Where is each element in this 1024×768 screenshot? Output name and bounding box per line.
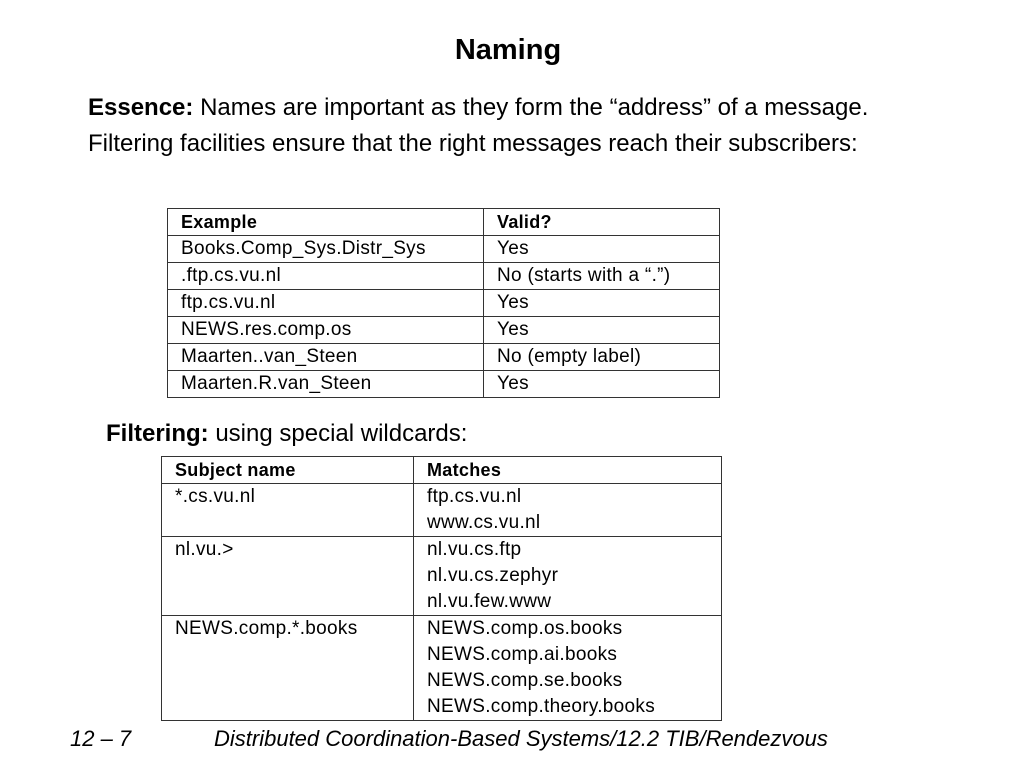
essence-label: Essence:	[88, 94, 194, 121]
match-item: NEWS.comp.os.books	[427, 618, 623, 639]
match-item: nl.vu.cs.ftp	[427, 539, 522, 560]
filtering-label: Filtering:	[106, 420, 209, 447]
table-row	[168, 263, 720, 290]
example-cell: Maarten..van_Steen	[168, 344, 484, 371]
example-cell: NEWS.res.comp.os	[168, 317, 484, 344]
match-item: nl.vu.few.www	[427, 591, 552, 612]
essence-paragraph	[88, 90, 938, 162]
subject-cell: NEWS.comp.*.books	[162, 616, 414, 721]
match-item: nl.vu.cs.zephyr	[427, 565, 559, 586]
example-cell: .ftp.cs.vu.nl	[168, 263, 484, 290]
table-row	[168, 317, 720, 344]
match-item: NEWS.comp.ai.books	[427, 644, 618, 665]
footer-caption: Distributed Coordination-Based Systems/12.2 TIB/Rendezvous	[214, 726, 828, 751]
column-header-valid: Valid?	[484, 209, 720, 236]
matches-cell	[414, 484, 722, 537]
match-item: ftp.cs.vu.nl	[427, 486, 522, 507]
table-row	[168, 290, 720, 317]
match-item: www.cs.vu.nl	[427, 512, 541, 533]
table-row	[168, 236, 720, 263]
valid-cell: No (starts with a “.”)	[484, 263, 720, 290]
column-header-matches: Matches	[414, 457, 722, 484]
table-row	[168, 371, 720, 398]
page-number: 12 – 7	[70, 726, 132, 751]
filtering-paragraph	[106, 416, 906, 452]
subject-cell: *.cs.vu.nl	[162, 484, 414, 537]
column-header-subject-name: Subject name	[162, 457, 414, 484]
example-cell: ftp.cs.vu.nl	[168, 290, 484, 317]
valid-cell: Yes	[484, 317, 720, 344]
example-cell: Maarten.R.van_Steen	[168, 371, 484, 398]
example-cell: Books.Comp_Sys.Distr_Sys	[168, 236, 484, 263]
slide-title: Naming	[454, 34, 562, 66]
valid-cell: Yes	[484, 236, 720, 263]
filtering-text: using special wildcards:	[208, 420, 468, 447]
wildcard-filter-table	[161, 456, 722, 721]
valid-cell: No (empty label)	[484, 344, 720, 371]
table-row	[162, 616, 722, 721]
table-header-row	[168, 209, 720, 236]
matches-cell	[414, 616, 722, 721]
match-item: NEWS.comp.se.books	[427, 670, 623, 691]
column-header-example: Example	[168, 209, 484, 236]
table-row	[162, 484, 722, 537]
table-header-row	[162, 457, 722, 484]
subject-cell: nl.vu.>	[162, 537, 414, 616]
table-row	[168, 344, 720, 371]
match-item: NEWS.comp.theory.books	[427, 696, 655, 717]
valid-cell: Yes	[484, 290, 720, 317]
naming-examples-table	[167, 208, 720, 398]
valid-cell: Yes	[484, 371, 720, 398]
table-row	[162, 537, 722, 616]
essence-text: Names are important as they form the “address” of a message. Filtering facilities ensure that the right messages reach their subscribers:	[88, 94, 869, 157]
matches-cell	[414, 537, 722, 616]
